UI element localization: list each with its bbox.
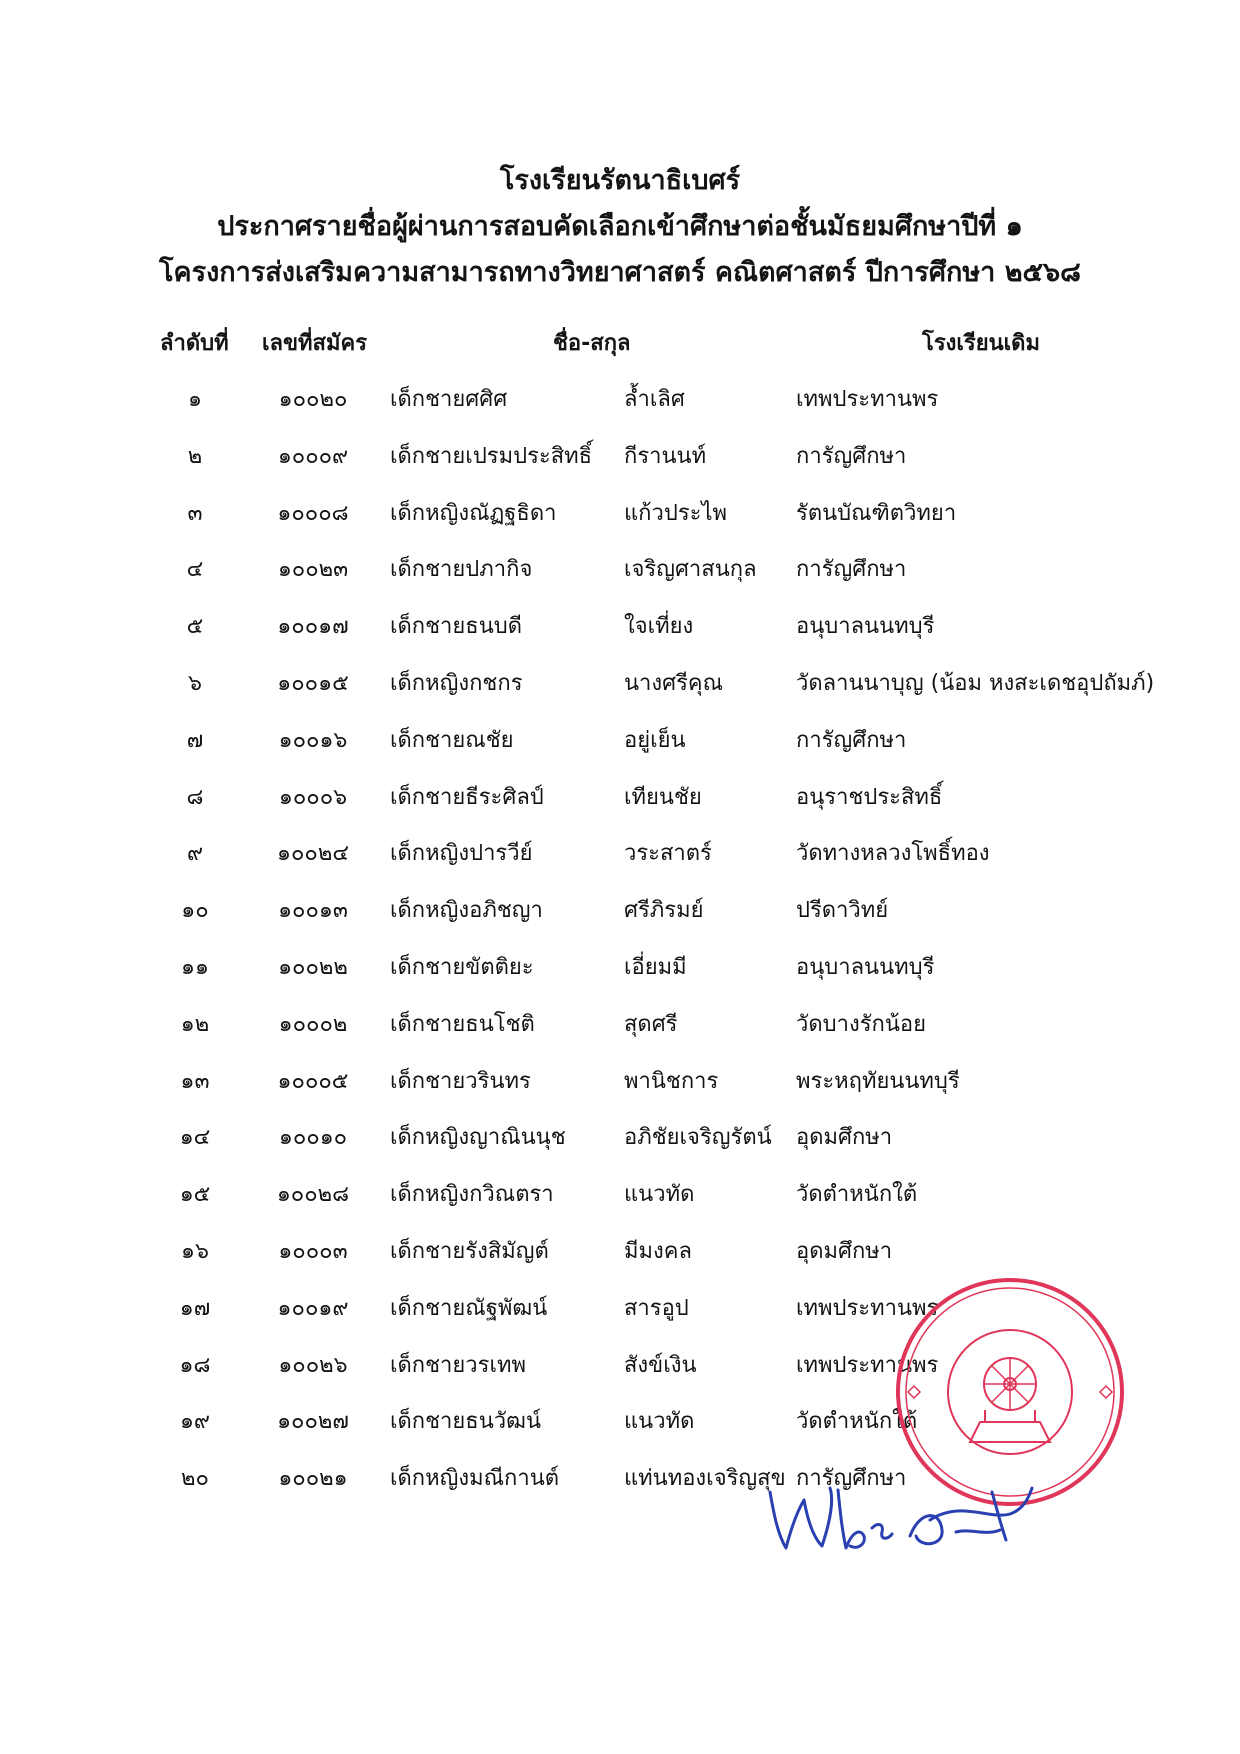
- row-seq: ๒: [187, 443, 203, 469]
- row-former-school: เทพประทานพร: [796, 1295, 939, 1321]
- row-last-name: แนวทัด: [624, 1182, 695, 1208]
- row-seq: ๕: [186, 614, 204, 640]
- row-last-name: สังข์เงิน: [624, 1352, 697, 1378]
- row-last-name: แท่นทองเจริญสุข: [624, 1466, 786, 1492]
- row-first-name: เด็กชายณัฐพัฒน์: [390, 1295, 548, 1321]
- table-row: [0, 952, 1240, 1009]
- column-seq: ลำดับที่: [160, 331, 229, 356]
- table-row: [0, 1009, 1240, 1066]
- table-row: [0, 1179, 1240, 1236]
- table-row: [0, 498, 1240, 555]
- row-seq: ๑๐: [181, 898, 209, 924]
- table-row: [0, 441, 1240, 498]
- column-applicant-no: เลขที่สมัคร: [262, 331, 368, 356]
- row-applicant-no: ๑๐๐๑๗: [277, 614, 349, 640]
- row-seq: ๓: [187, 500, 203, 526]
- row-seq: ๘: [186, 784, 204, 810]
- row-former-school: เทพประทานพร: [796, 1352, 939, 1378]
- row-former-school: การัญศึกษา: [796, 1466, 907, 1492]
- table-row: [0, 838, 1240, 895]
- row-seq: ๑๙: [179, 1409, 211, 1435]
- row-applicant-no: ๑๐๐๐๒: [278, 1011, 348, 1037]
- row-applicant-no: ๑๐๐๒๒: [278, 954, 348, 980]
- row-applicant-no: ๑๐๐๐๖: [278, 784, 348, 810]
- row-applicant-no: ๑๐๐๒๔: [277, 841, 349, 867]
- row-first-name: เด็กชายขัตติยะ: [390, 954, 534, 980]
- row-applicant-no: ๑๐๐๑๓: [278, 898, 348, 924]
- row-last-name: เจริญศาสนกุล: [624, 557, 757, 583]
- column-name: ชื่อ-สกุล: [553, 331, 631, 356]
- table-row: [0, 725, 1240, 782]
- row-seq: ๗: [186, 727, 204, 753]
- row-first-name: เด็กชายธนโชติ: [390, 1011, 535, 1037]
- row-last-name: แนวทัด: [624, 1409, 695, 1435]
- row-seq: ๑๖: [181, 1238, 209, 1264]
- row-first-name: เด็กหญิงญาณินนุช: [390, 1125, 566, 1151]
- table-row: [0, 554, 1240, 611]
- row-first-name: เด็กชายวรินทร: [390, 1068, 531, 1094]
- row-applicant-no: ๑๐๐๑๙: [277, 1295, 349, 1321]
- row-seq: ๑๓: [180, 1068, 210, 1094]
- table-row: [0, 1066, 1240, 1123]
- row-first-name: เด็กชายธนบดี: [390, 614, 523, 640]
- row-former-school: การัญศึกษา: [796, 557, 907, 583]
- row-last-name: ใจเที่ยง: [624, 614, 694, 640]
- row-former-school: เทพประทานพร: [796, 387, 939, 412]
- row-first-name: เด็กชายรังสิมัญต์: [390, 1238, 549, 1264]
- row-former-school: วัดตำหนักใต้: [796, 1409, 918, 1435]
- row-applicant-no: ๑๐๐๑๐: [278, 1125, 348, 1151]
- row-seq: ๑๒: [180, 1011, 210, 1037]
- row-applicant-no: ๑๐๐๑๕: [277, 670, 349, 696]
- row-last-name: อภิชัยเจริญรัตน์: [624, 1125, 772, 1151]
- row-applicant-no: ๑๐๐๒๑: [278, 1466, 348, 1492]
- row-former-school: อนุบาลนนทบุรี: [796, 954, 935, 980]
- row-last-name: พานิชการ: [624, 1068, 719, 1094]
- row-seq: ๑๗: [179, 1295, 211, 1321]
- row-first-name: เด็กชายธีระศิลป์: [390, 784, 544, 810]
- table-row: [0, 668, 1240, 725]
- document-header: [0, 158, 1240, 296]
- row-first-name: เด็กชายเปรมประสิทธิ์: [390, 443, 593, 469]
- table-row: [0, 384, 1240, 441]
- row-applicant-no: ๑๐๐๐๙: [277, 443, 349, 469]
- row-last-name: แก้วประไพ: [624, 500, 728, 526]
- row-former-school: การัญศึกษา: [796, 727, 907, 753]
- row-first-name: เด็กหญิงอภิชญา: [390, 898, 543, 924]
- row-former-school: อุดมศึกษา: [796, 1125, 893, 1151]
- row-last-name: สารอูป: [624, 1295, 689, 1321]
- row-seq: ๖: [188, 670, 202, 696]
- row-former-school: รัตนบัณฑิตวิทยา: [796, 500, 957, 526]
- school-name: โรงเรียนรัตนาธิเบศร์: [499, 165, 741, 196]
- row-seq: ๑๑: [181, 954, 209, 980]
- row-first-name: เด็กหญิงมณีกานต์: [390, 1466, 560, 1492]
- row-applicant-no: ๑๐๐๒๗: [277, 1409, 349, 1435]
- row-seq: ๑: [188, 387, 202, 412]
- row-seq: ๒๐: [181, 1466, 209, 1492]
- row-seq: ๑๕: [179, 1182, 211, 1208]
- row-last-name: กีรานนท์: [624, 443, 707, 469]
- row-former-school: ปรีดาวิทย์: [796, 898, 889, 924]
- row-applicant-no: ๑๐๐๐๕: [277, 1068, 349, 1094]
- row-applicant-no: ๑๐๐๑๖: [278, 727, 348, 753]
- row-seq: ๑๘: [179, 1352, 211, 1378]
- program-title: โครงการส่งเสริมความสามารถทางวิทยาศาสตร์ คณิตศาสตร์ ปีการศึกษา ๒๕๖๘: [159, 257, 1081, 288]
- row-first-name: เด็กชายวรเทพ: [390, 1352, 526, 1378]
- row-former-school: วัดทางหลวงโพธิ์ทอง: [796, 841, 990, 867]
- row-last-name: มีมงคล: [624, 1238, 692, 1264]
- row-first-name: เด็กชายธนวัฒน์: [390, 1409, 542, 1435]
- table-row: [0, 895, 1240, 952]
- announcement-title: ประกาศรายชื่อผู้ผ่านการสอบคัดเลือกเข้าศึกษาต่อชั้นมัธยมศึกษาปีที่ ๑: [217, 211, 1023, 242]
- table-header: [0, 325, 1240, 369]
- row-former-school: พระหฤทัยนนทบุรี: [796, 1068, 960, 1094]
- table-row: [0, 1122, 1240, 1179]
- row-applicant-no: ๑๐๐๒๓: [277, 557, 349, 583]
- row-first-name: เด็กหญิงกวิณตรา: [390, 1182, 554, 1208]
- row-seq: ๑๔: [179, 1125, 211, 1151]
- row-former-school: อุดมศึกษา: [796, 1238, 893, 1264]
- row-first-name: เด็กชายปภากิจ: [390, 557, 533, 583]
- row-former-school: วัดตำหนักใต้: [796, 1182, 918, 1208]
- row-first-name: เด็กชายศศิศ: [390, 387, 508, 412]
- row-last-name: เทียนชัย: [624, 784, 702, 810]
- table-row: [0, 782, 1240, 839]
- row-first-name: เด็กหญิงกชกร: [390, 670, 523, 696]
- row-last-name: สุดศรี: [624, 1011, 678, 1037]
- row-last-name: ศรีภิรมย์: [624, 898, 704, 924]
- row-applicant-no: ๑๐๐๒๐: [278, 387, 348, 412]
- row-first-name: เด็กชายณชัย: [390, 727, 514, 753]
- row-former-school: การัญศึกษา: [796, 443, 907, 469]
- row-last-name: ล้ำเลิศ: [624, 387, 685, 412]
- row-former-school: วัดบางรักน้อย: [796, 1011, 926, 1037]
- row-last-name: วระสาตร์: [624, 841, 712, 867]
- row-last-name: เอี่ยมมี: [624, 954, 687, 980]
- row-applicant-no: ๑๐๐๒๖: [278, 1352, 348, 1378]
- table-row: [0, 611, 1240, 668]
- row-seq: ๔: [186, 557, 204, 583]
- row-seq: ๙: [186, 841, 204, 867]
- column-former-school: โรงเรียนเดิม: [922, 331, 1040, 356]
- row-applicant-no: ๑๐๐๐๘: [277, 500, 349, 526]
- row-last-name: นางศรีคุณ: [624, 670, 724, 696]
- row-applicant-no: ๑๐๐๐๓: [278, 1238, 348, 1264]
- row-former-school: วัดลานนาบุญ (น้อม หงสะเดชอุปถัมภ์): [796, 670, 1155, 696]
- row-applicant-no: ๑๐๐๒๘: [276, 1182, 350, 1208]
- signature-icon: [760, 1470, 1060, 1560]
- row-first-name: เด็กหญิงปารวีย์: [390, 841, 533, 867]
- row-last-name: อยู่เย็น: [624, 727, 686, 753]
- row-first-name: เด็กหญิงณัฏฐธิดา: [390, 500, 557, 526]
- row-former-school: อนุราชประสิทธิ์: [796, 784, 943, 810]
- row-former-school: อนุบาลนนทบุรี: [796, 614, 935, 640]
